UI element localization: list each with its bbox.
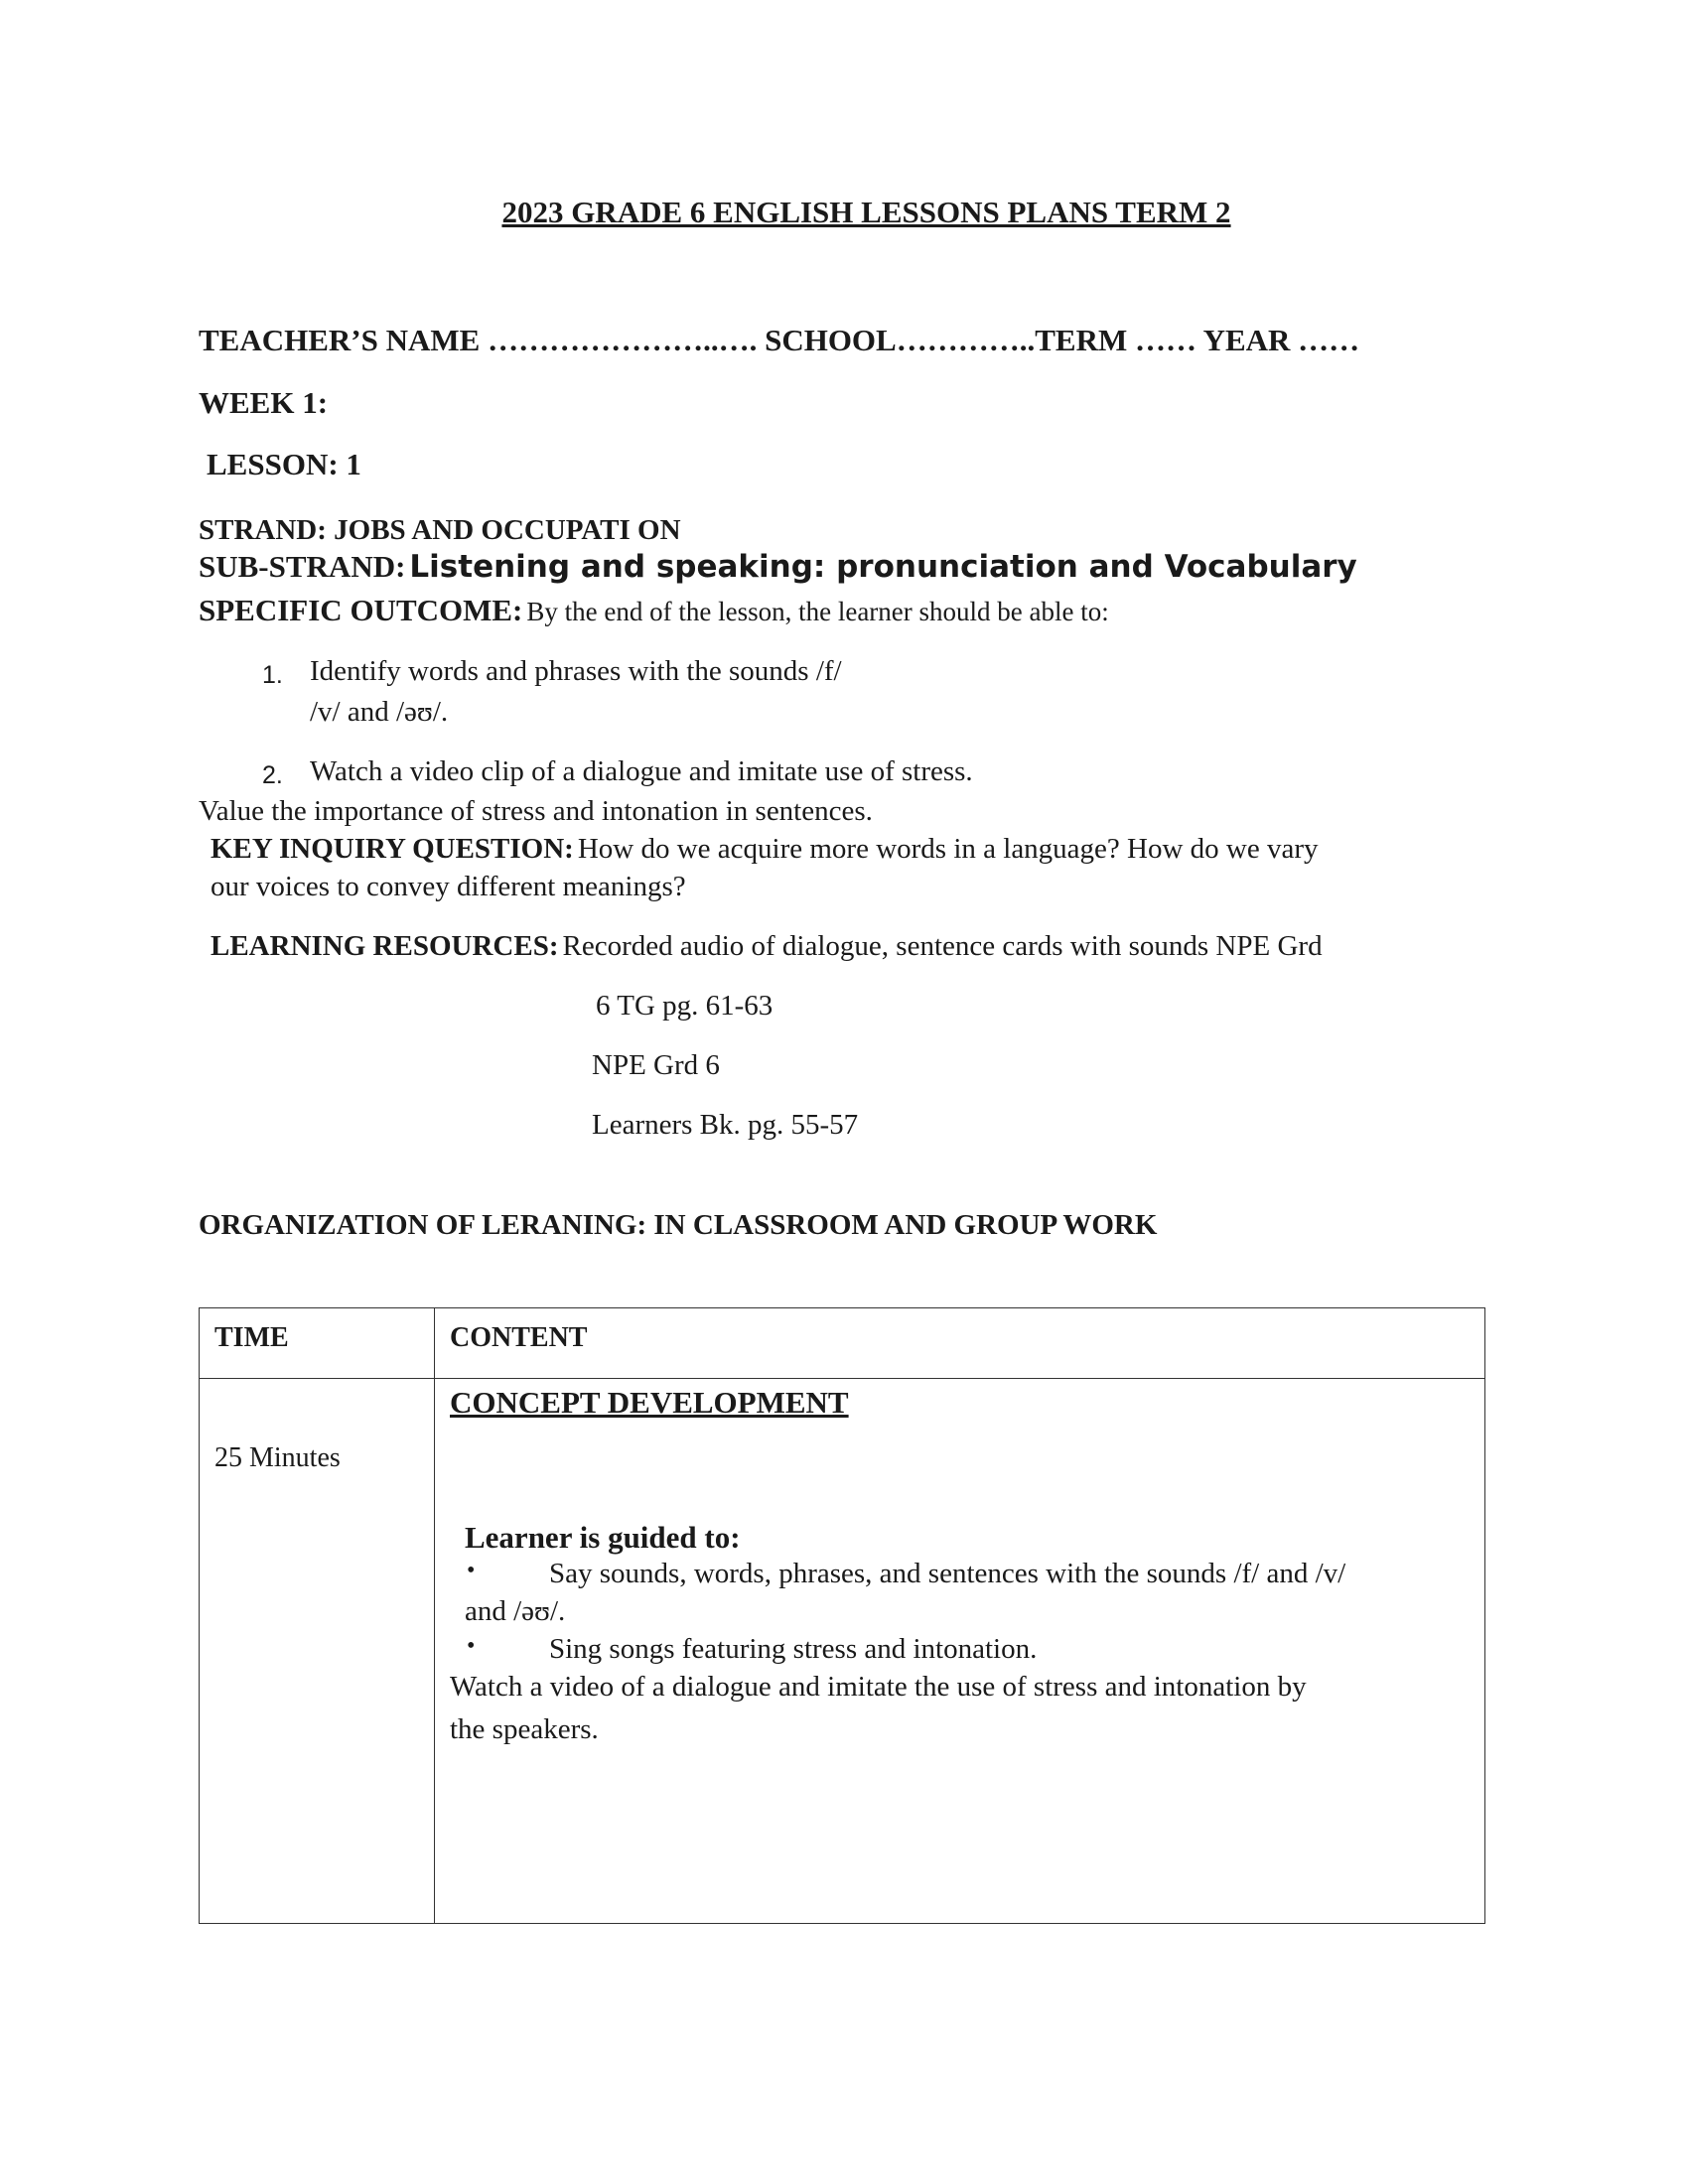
content-header: CONTENT [450, 1322, 588, 1353]
resource-line: Learners Bk. pg. 55-57 [592, 1109, 859, 1141]
time-header: TIME [214, 1322, 289, 1353]
watch-instruction-continued: the speakers. [450, 1713, 599, 1745]
key-inquiry-line [211, 833, 1319, 866]
bullet-icon: • [467, 1558, 476, 1583]
guided-label: Learner is guided to: [465, 1520, 741, 1555]
key-inquiry-label: KEY INQUIRY QUESTION: [211, 833, 574, 865]
bullet-text: Sing songs featuring stress and intonation. [549, 1633, 1038, 1665]
week-label: WEEK 1: [199, 385, 329, 420]
value-line: Value the importance of stress and intonation in sentences. [199, 795, 873, 827]
organization-line: ORGANIZATION OF LERANING: IN CLASSROOM AND GROUP WORK [199, 1209, 1158, 1241]
key-inquiry-text-continued: our voices to convey different meanings? [211, 871, 686, 902]
bullet-text: Say sounds, words, phrases, and sentences with the sounds /f/ and /v/ [549, 1558, 1346, 1589]
content-cell [435, 1379, 1485, 1924]
section-title: CONCEPT DEVELOPMENT [450, 1385, 849, 1420]
table-header-row [200, 1308, 1485, 1379]
time-value: 25 Minutes [214, 1442, 341, 1473]
specific-outcome-line [199, 593, 1109, 628]
specific-outcome-text: By the end of the lesson, the learner should be able to: [526, 597, 1109, 626]
teacher-info-line: TEACHER’S NAME …………………..…. SCHOOL…………..TERM …… YEAR …… [199, 323, 1360, 357]
sub-strand-value: Listening and speaking: pronunciation and Vocabulary [409, 549, 1357, 585]
outcome-number: 1. [262, 661, 283, 689]
strand-line: STRAND: JOBS AND OCCUPATI ON [199, 514, 681, 546]
lesson-label: LESSON: 1 [207, 447, 361, 481]
resource-line: 6 TG pg. 61-63 [596, 990, 774, 1022]
content-header-cell [435, 1308, 1485, 1379]
outcome-item: Watch a video clip of a dialogue and imitate use of stress. [310, 755, 973, 787]
sub-strand-label: SUB-STRAND: [199, 549, 406, 584]
document-title: 2023 GRADE 6 ENGLISH LESSONS PLANS TERM 2 [501, 195, 1231, 229]
bullet-icon: • [467, 1633, 476, 1659]
table-row [200, 1379, 1485, 1924]
learning-resources-text: Recorded audio of dialogue, sentence cards with sounds NPE Grd [562, 930, 1323, 962]
sub-strand-line [199, 549, 1357, 585]
specific-outcome-label: SPECIFIC OUTCOME: [199, 593, 523, 627]
outcome-number: 2. [262, 761, 283, 789]
watch-instruction: Watch a video of a dialogue and imitate the use of stress and intonation by [450, 1671, 1307, 1703]
outcome-item-continued: /v/ and /əʊ/. [310, 696, 449, 728]
bullet-text-continued: and /əʊ/. [465, 1595, 566, 1627]
learning-resources-label: LEARNING RESOURCES: [211, 930, 559, 962]
lesson-plan-table [199, 1307, 1485, 1924]
learning-resources-line [211, 930, 1323, 963]
outcome-item: Identify words and phrases with the sounds /f/ [310, 655, 842, 687]
key-inquiry-text: How do we acquire more words in a language? How do we vary [577, 833, 1319, 865]
time-cell [200, 1379, 435, 1924]
resource-line: NPE Grd 6 [592, 1049, 720, 1081]
time-header-cell [200, 1308, 435, 1379]
